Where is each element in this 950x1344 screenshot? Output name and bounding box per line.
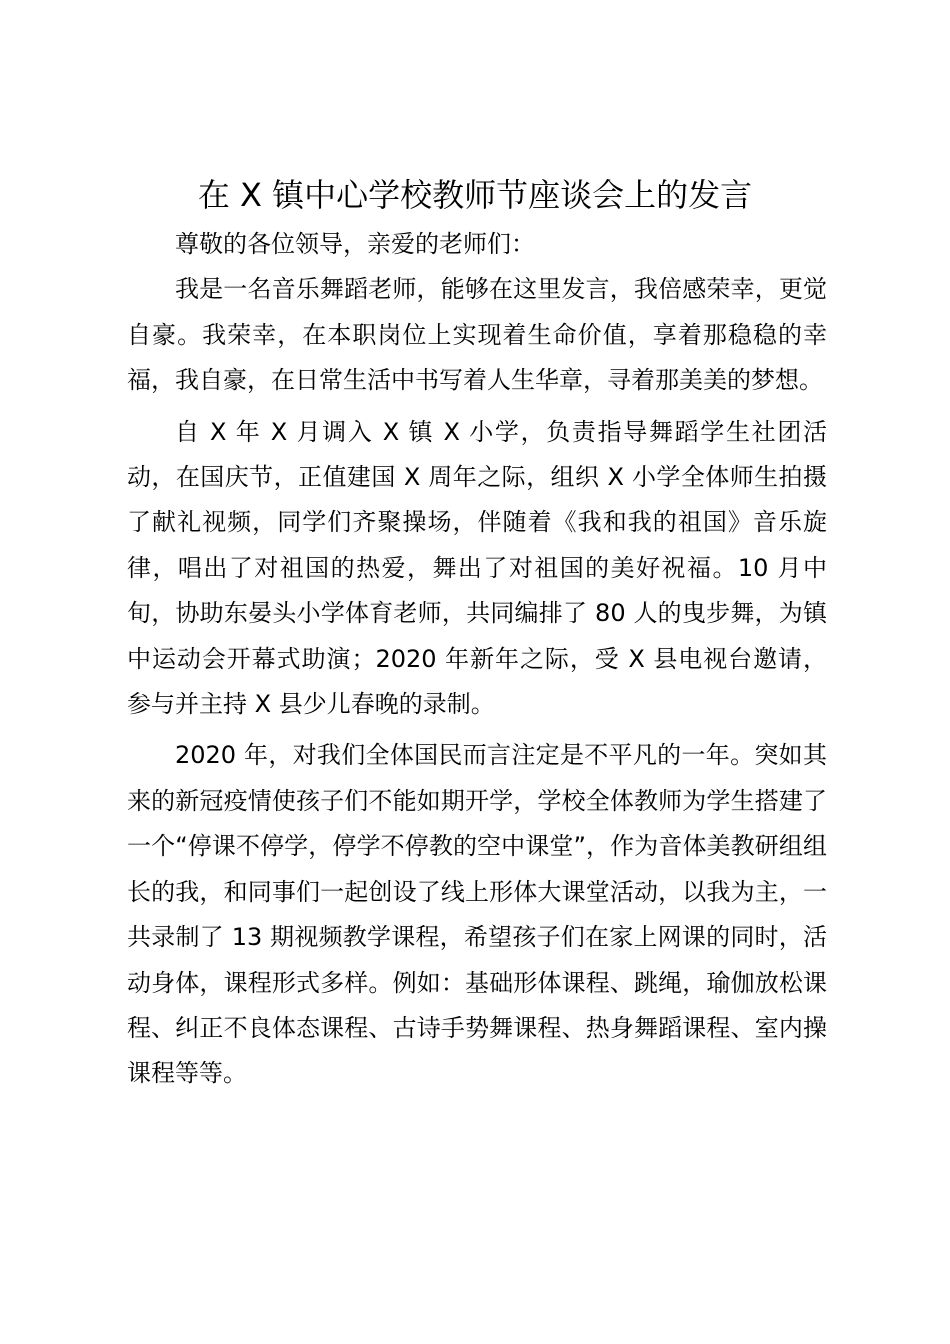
document-body [127, 222, 827, 1097]
paragraph-intro: 我是一名音乐舞蹈老师，能够在这里发言，我倍感荣幸，更觉自豪。我荣幸，在本职岗位上实现着生命价值，享着那稳稳的幸福，我自豪，在日常生活中书写着人生华章，寻着那美美的梦想。 [127, 275, 827, 395]
document-title: 在 X 镇中心学校教师节座谈会上的发言 [197, 176, 753, 214]
paragraph-activities: 自 X 年 X 月调入 X 镇 X 小学，负责指导舞蹈学生社团活动，在国庆节，正值建国 X 周年之际，组织 X 小学全体师生拍摄了献礼视频，同学们齐聚操场，伴随着《我和我的祖国》音乐旋律，唱出了对祖国的热爱，舞出了对祖国的美好祝福。10 月中旬，协助东晏头小学体育老师，共同编排了 80 人的曳步舞，为镇中运动会开幕式助演；2020 年新年之际，受 X 县电视台邀请，参与并主持 X 县少儿春晚的录制。 [127, 417, 827, 719]
paragraph-2020: 2020 年，对我们全体国民而言注定是不平凡的一年。突如其来的新冠疫情使孩子们不能如期开学，学校全体教师为学生搭建了一个“停课不停学，停学不停教的空中课堂”，作为音体美教研组组长的我，和同事们一起创设了线上形体大课堂活动，以我为主，一共录制了 13 期视频教学课程，希望孩子们在家上网课的同时，活动身体，课程形式多样。例如：基础形体课程、跳绳，瑜伽放松课程、纠正不良体态课程、古诗手势舞课程、热身舞蹈课程、室内操课程等等。 [127, 741, 827, 1088]
greeting-line: 尊敬的各位领导，亲爱的老师们： [175, 230, 535, 258]
